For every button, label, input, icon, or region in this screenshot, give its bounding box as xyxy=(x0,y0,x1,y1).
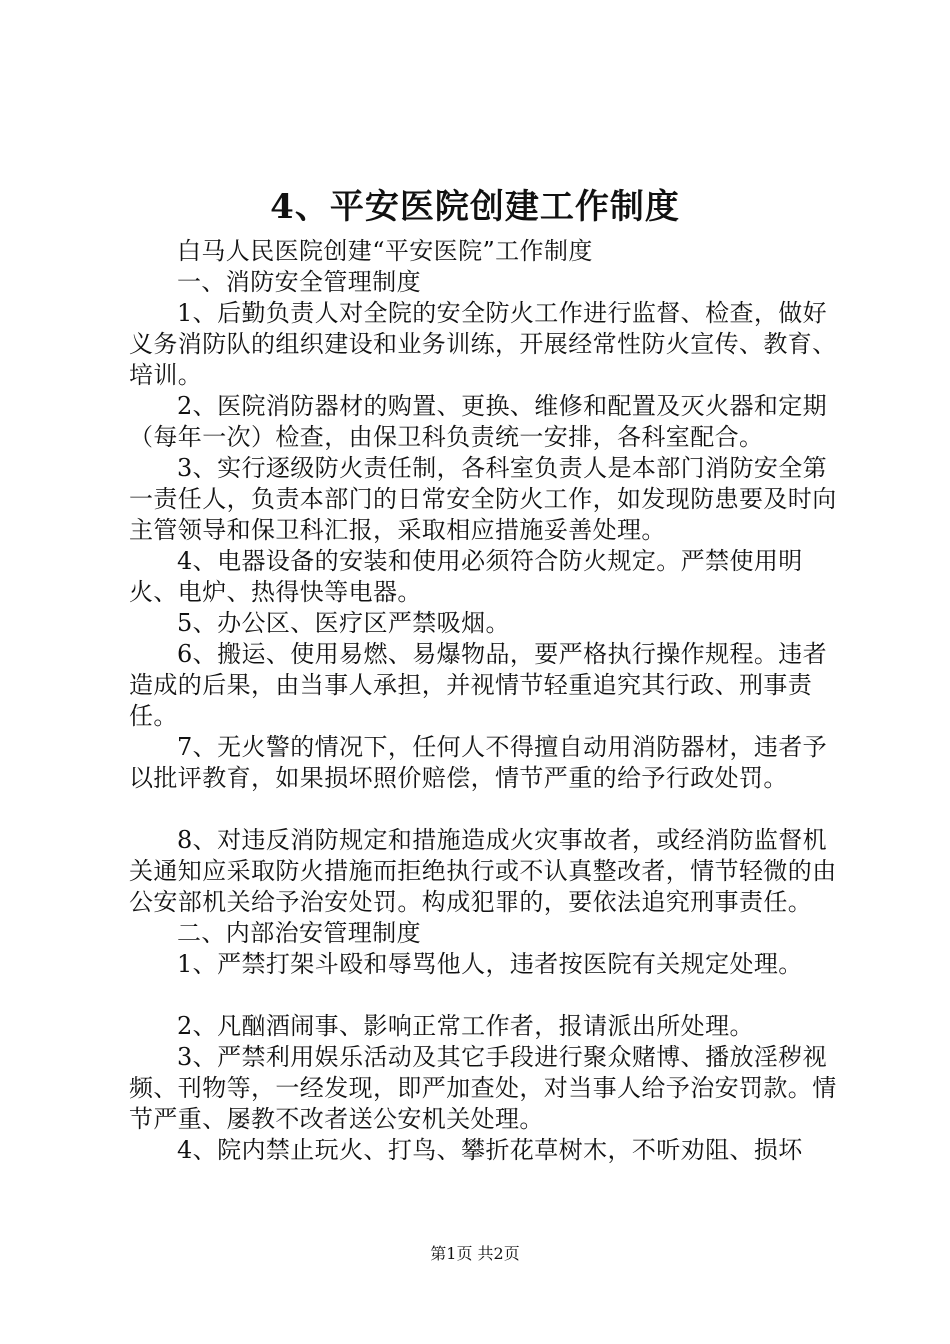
section-heading: 二、内部治安管理制度 xyxy=(177,919,421,947)
paragraph: 1、严禁打架斗殴和辱骂他人，违者按医院有关规定处理。 xyxy=(177,950,803,978)
paragraph: 1、后勤负责人对全院的安全防火工作进行监督、检查，做好义务消防队的组织建设和业务训练，开展经常性防火宣传、教育、培训。 xyxy=(129,299,837,389)
paragraph: 2、凡酗酒闹事、影响正常工作者，报请派出所处理。 xyxy=(177,1012,754,1040)
paragraph: 3、实行逐级防火责任制，各科室负责人是本部门消防安全第一责任人，负责本部门的日常安全防火工作，如发现防患要及时向主管领导和保卫科汇报，采取相应措施妥善处理。 xyxy=(129,454,837,544)
paragraph: 4、院内禁止玩火、打鸟、攀折花草树木，不听劝阻、损坏 xyxy=(177,1136,803,1164)
page-number: 第1页 共2页 xyxy=(430,1244,520,1263)
paragraph: 3、严禁利用娱乐活动及其它手段进行聚众赌博、播放淫秽视频、刊物等，一经发现，即严加查处，对当事人给予治安罚款。情节严重、屡教不改者送公安机关处理。 xyxy=(129,1043,837,1133)
paragraph: 2、医院消防器材的购置、更换、维修和配置及灭火器和定期（每年一次）检查，由保卫科负责统一安排，各科室配合。 xyxy=(129,392,828,451)
paragraph: 7、无火警的情况下，任何人不得擅自动用消防器材，违者予以批评教育，如果损坏照价赔偿，情节严重的给予行政处罚。 xyxy=(129,733,828,792)
subtitle-paragraph: 白马人民医院创建“平安医院”工作制度 xyxy=(177,237,593,265)
paragraph: 4、电器设备的安装和使用必须符合防火规定。严禁使用明火、电炉、热得快等电器。 xyxy=(129,547,803,606)
paragraph: 8、对违反消防规定和措施造成火灾事故者，或经消防监督机关通知应采取防火措施而拒绝执行或不认真整改者，情节轻微的由公安部机关给予治安处罚。构成犯罪的，要依法追究刑事责任。 xyxy=(129,826,837,916)
paragraph: 5、办公区、医疗区严禁吸烟。 xyxy=(177,609,510,637)
document-body xyxy=(129,236,844,1166)
document-title: 4、平安医院创建工作制度 xyxy=(270,187,680,227)
section-heading: 一、消防安全管理制度 xyxy=(177,268,421,296)
paragraph: 6、搬运、使用易燃、易爆物品，要严格执行操作规程。违者造成的后果，由当事人承担，并视情节轻重追究其行政、刑事责任。 xyxy=(129,640,828,730)
